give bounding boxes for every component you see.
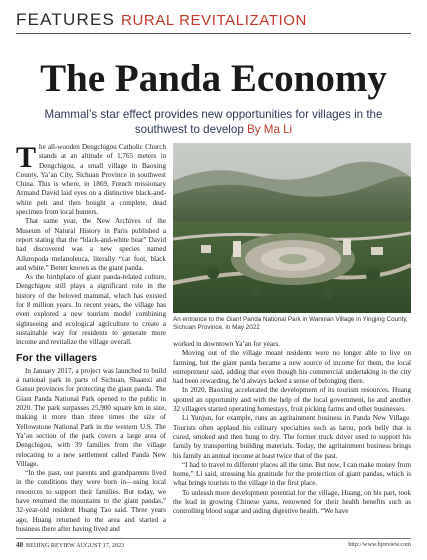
footer-url: http://www.bjreview.com: [348, 541, 411, 548]
paragraph: [16, 143, 166, 217]
footer-left: [16, 541, 124, 549]
publication-line: BEIJING REVIEW AUGUST 17, 2023: [26, 542, 125, 549]
aerial-park-entrance-image: [173, 143, 411, 313]
section-header: [16, 10, 411, 32]
paragraph: Moving out of the village meant residents were no longer able to live on farming, but the giant panda became a new source of income for them, the local entrepreneur said, adding that even though his commercial undertaking in the city had been rewarding, he’d always lacked a sense of belonging there.: [173, 349, 411, 386]
left-column: [16, 143, 166, 534]
paragraph: “I had to travel to different places all the time. But now, I can make money from home,” Li said, stressing his gratitude for the protection of giant pandas, which is what brings tourists to the village in the first place.: [173, 460, 411, 488]
paragraph: That same year, the New Archives of the Museum of Natural History in Paris published a report stating that the “black-and-white bear” David had discovered was a new species named Ailuropoda melanoleuca, literally “cat foot, black and white.” Better known as the giant panda.: [16, 217, 166, 272]
paragraph: As the birthplace of giant panda-related culture, Dengchigou still plays a significant role in the history of the beloved mammal, which has existed for 8 million years. In recent years, the village has even explored a new tourism model combining sightseeing and ecological agriculture to create a sustainable way for residents to generate more income and revitalize the village overall.: [16, 273, 166, 347]
photo-caption: An entrance to the Giant Panda National Park in Wannian Village in Yingjing County, Sichuan Province, in May 2022: [173, 316, 408, 332]
section-label: FEATURES: [16, 10, 116, 29]
article-title: The Panda Economy: [40, 57, 387, 100]
deck-text: Mammal’s star effect provides new opportunities for villages in the southwest to develop: [44, 108, 383, 136]
footer-divider: [16, 538, 411, 539]
byline: By Ma Li: [247, 123, 293, 136]
article-deck: [40, 107, 387, 137]
paragraph: worked in downtown Ya’an for years.: [173, 340, 280, 348]
paragraph: To unleash more development potential for the village, Huang, on his part, took the lead in growing Chinese yams, renowned for their health benefits such as controlling blood sugar and aiding digestive health. “We have: [173, 488, 411, 516]
right-column: [173, 340, 411, 517]
drop-cap: T: [16, 141, 37, 174]
paragraph: In 2020, Baoxing accelerated the development of its tourism resources. Huang spotted an opportunity and with the help of the local government, he and another 32 villagers started operating homestays, fruit picking farms and other businesses.: [173, 386, 411, 414]
header-divider: [16, 33, 411, 34]
paragraph: “In the past, our parents and grandparents lived in the conditions they were born in—using local resources to support their families. But today, we have returned the mountains to the giant pandas,” 32-year-old resident Huang Tao said. Three years ago, Huang returned to the area and started a business there after having lived and: [16, 469, 166, 533]
article-photo: [173, 143, 411, 313]
page-number: 40: [16, 541, 23, 549]
paragraph: In January 2017, a project was launched to build a national park in parts of Sichuan, Shaanxi and Gansu provinces for protecting the giant panda. The Giant Panda National Park opened to the public in 2020. The park surpasses 25,900 square km in size, making it more than three times the size of Yellowstone National Park in the western U.S. The Ya’an section of the park covers a large area of Dengchigou, with 39 families from the village relocating to a new settlement called Panda New Village.: [16, 366, 166, 468]
subsection-label: RURAL REVITALIZATION: [121, 12, 307, 29]
section-subhead: For the villagers: [16, 351, 98, 364]
paragraph-text: he all-wooden Dengchigou Catholic Church stands at an altitude of 1,765 meters in Dengchigou, a small village in Baoxing County, Ya’an City, Sichuan Province in southwest China. This is where, in 1869, French missionary Armand David laid eyes on a distinctive black-and-white pelt and then bought a complete, dead specimen from local hunters.: [16, 143, 166, 217]
paragraph: Li Yunjun, for example, runs an agritainment business in Panda New Village. Tourists often applaud his culinary specialties such as larou, pork belly that is cured, smoked and then hung to dry. The former truck driver used to support his family by transporting building materials. Today, the agritainment business brings his family an annual income at least twice that of the past.: [173, 414, 411, 460]
